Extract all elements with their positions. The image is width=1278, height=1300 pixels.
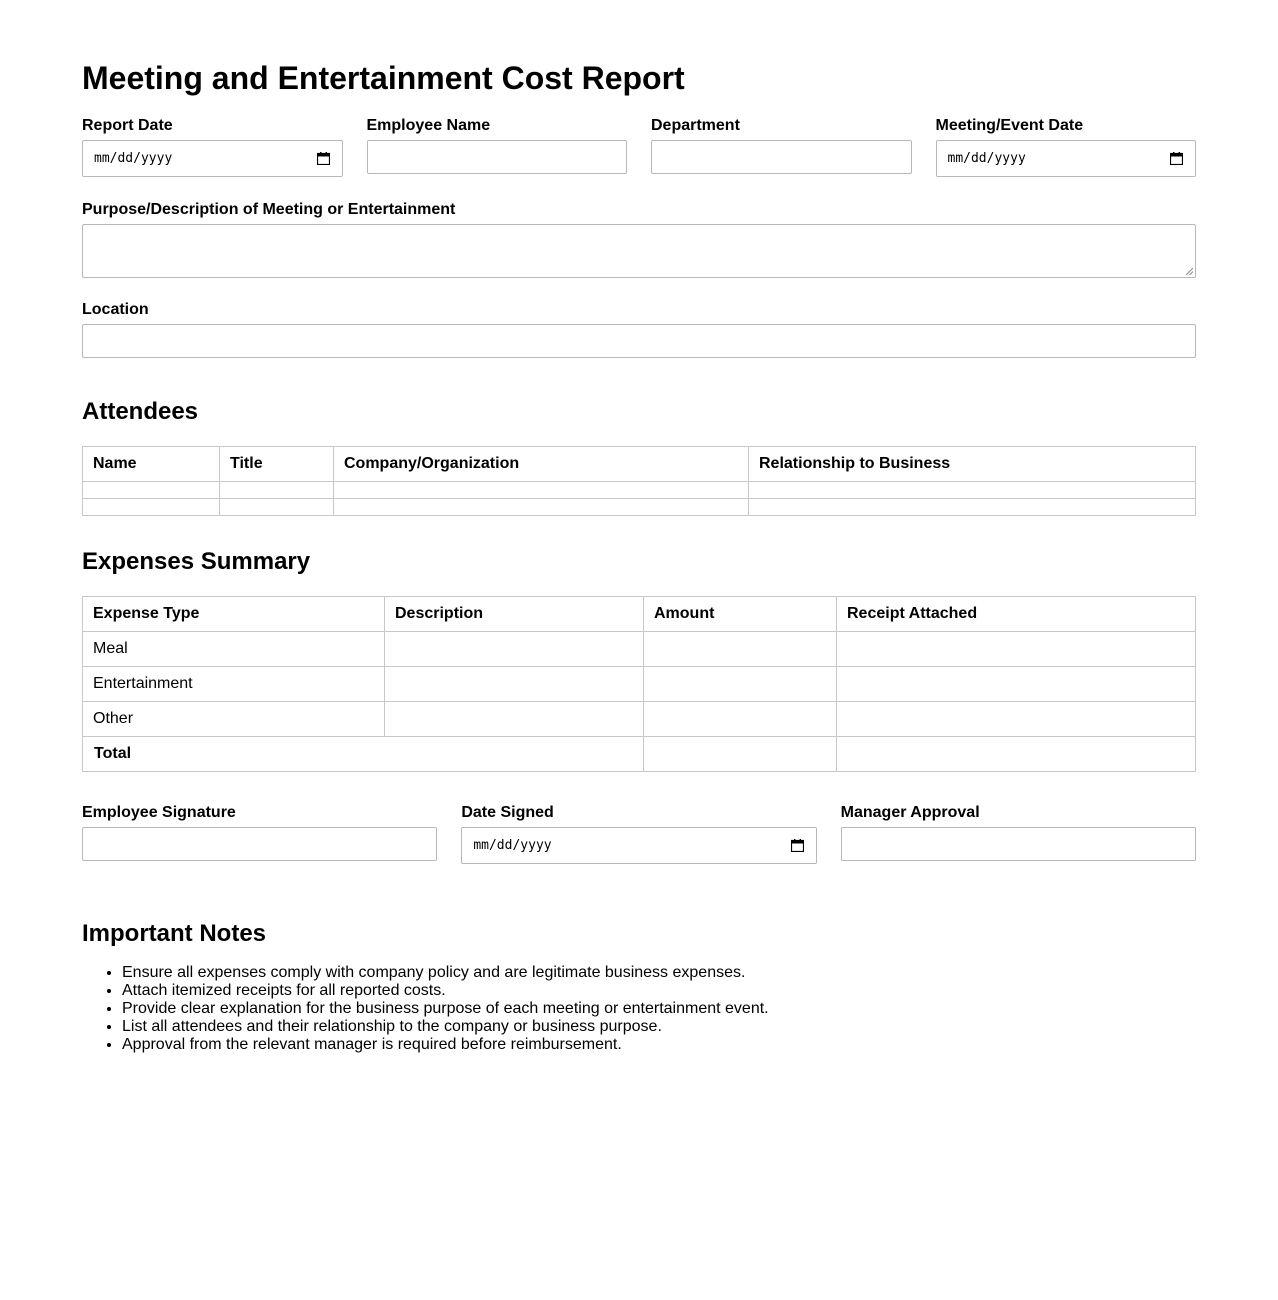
expense-amount-cell[interactable] xyxy=(644,667,837,702)
event-date-placeholder: mm/dd/yyyy xyxy=(947,151,1026,166)
signoff-row xyxy=(82,804,1196,864)
employee-name-input[interactable] xyxy=(367,140,628,174)
report-date-field xyxy=(82,117,343,177)
attendees-section xyxy=(82,398,1196,516)
list-item: • Attach itemized receipts for all reported costs. xyxy=(122,982,1196,1000)
purpose-field xyxy=(82,201,1196,278)
table-row xyxy=(83,632,1196,667)
manager-approval-label: Manager Approval xyxy=(840,804,980,821)
employee-signature-input[interactable] xyxy=(82,827,437,861)
expense-description-cell[interactable] xyxy=(385,632,644,667)
calendar-icon[interactable] xyxy=(791,839,804,852)
date-signed-input[interactable] xyxy=(461,827,816,864)
calendar-icon[interactable] xyxy=(1170,152,1183,165)
expense-receipt-cell[interactable] xyxy=(837,632,1196,667)
attendee-title-cell[interactable] xyxy=(220,482,334,499)
expenses-header-row xyxy=(83,597,1196,632)
date-signed-field xyxy=(461,804,816,864)
expense-amount-cell[interactable] xyxy=(644,632,837,667)
expense-type-entertainment: Entertainment xyxy=(83,667,385,702)
attendee-company-cell[interactable] xyxy=(334,482,749,499)
list-item: • List all attendees and their relationship to the company or business purpose. xyxy=(122,1018,1196,1036)
expense-type-meal: Meal xyxy=(83,632,385,667)
attendee-name-cell[interactable] xyxy=(83,482,220,499)
list-item: • Approval from the relevant manager is required before reimbursement. xyxy=(122,1036,1196,1054)
attendees-table xyxy=(82,446,1196,516)
total-row xyxy=(83,737,1196,772)
expense-receipt-cell[interactable] xyxy=(837,702,1196,737)
date-signed-placeholder: mm/dd/yyyy xyxy=(473,838,552,853)
attendee-name-cell[interactable] xyxy=(83,499,220,516)
attendees-header-row xyxy=(83,447,1196,482)
report-date-input[interactable] xyxy=(82,140,343,177)
attendees-heading: Attendees xyxy=(82,398,199,425)
employee-name-label: Employee Name xyxy=(366,117,491,134)
expenses-col-receipt: Receipt Attached xyxy=(837,597,1196,632)
expenses-col-description: Description xyxy=(385,597,644,632)
expenses-col-type: Expense Type xyxy=(83,597,385,632)
employee-signature-field xyxy=(82,804,437,864)
attendees-col-company: Company/Organization xyxy=(334,447,749,482)
attendee-company-cell[interactable] xyxy=(334,499,749,516)
purpose-textarea[interactable] xyxy=(82,224,1196,278)
report-date-label: Report Date xyxy=(82,117,173,134)
header-fields-row xyxy=(82,117,1196,177)
attendees-col-name: Name xyxy=(83,447,220,482)
report-form xyxy=(82,0,1196,1054)
event-date-field xyxy=(936,117,1197,177)
department-input[interactable] xyxy=(651,140,912,174)
event-date-input[interactable] xyxy=(936,140,1197,177)
calendar-icon[interactable] xyxy=(317,152,330,165)
attendees-col-title: Title xyxy=(220,447,334,482)
table-row xyxy=(83,667,1196,702)
attendee-relationship-cell[interactable] xyxy=(749,482,1196,499)
expenses-table xyxy=(82,596,1196,772)
list-item: • Provide clear explanation for the business purpose of each meeting or entertainment event. xyxy=(122,1000,1196,1018)
event-date-label: Meeting/Event Date xyxy=(935,117,1084,134)
expense-description-cell[interactable] xyxy=(385,667,644,702)
resize-handle-icon[interactable] xyxy=(1186,268,1193,275)
page-title: Meeting and Entertainment Cost Report xyxy=(82,60,685,96)
department-label: Department xyxy=(651,117,740,134)
list-item: • Ensure all expenses comply with company policy and are legitimate business expenses. xyxy=(122,964,1196,982)
location-field xyxy=(82,301,1196,358)
expenses-section xyxy=(82,548,1196,772)
employee-name-field xyxy=(367,117,628,177)
notes-section xyxy=(82,920,1196,1054)
department-field xyxy=(651,117,912,177)
expense-receipt-cell[interactable] xyxy=(837,667,1196,702)
location-input[interactable] xyxy=(82,324,1196,358)
expense-description-cell[interactable] xyxy=(385,702,644,737)
total-receipt-cell[interactable] xyxy=(837,737,1196,772)
purpose-label: Purpose/Description of Meeting or Entertainment xyxy=(82,201,456,218)
table-row xyxy=(83,499,1196,516)
expenses-col-amount: Amount xyxy=(644,597,837,632)
manager-approval-input[interactable] xyxy=(841,827,1196,861)
table-row xyxy=(83,482,1196,499)
employee-signature-label: Employee Signature xyxy=(82,804,236,821)
report-date-placeholder: mm/dd/yyyy xyxy=(94,151,173,166)
table-row xyxy=(83,702,1196,737)
attendees-col-relationship: Relationship to Business xyxy=(749,447,1196,482)
total-label: Total xyxy=(83,737,644,772)
notes-heading: Important Notes xyxy=(82,920,267,947)
location-label: Location xyxy=(82,301,149,318)
notes-list xyxy=(82,964,1196,1054)
attendee-title-cell[interactable] xyxy=(220,499,334,516)
date-signed-label: Date Signed xyxy=(461,804,554,821)
expenses-heading: Expenses Summary xyxy=(82,548,311,575)
total-amount-cell[interactable] xyxy=(644,737,837,772)
manager-approval-field xyxy=(841,804,1196,864)
attendee-relationship-cell[interactable] xyxy=(749,499,1196,516)
expense-amount-cell[interactable] xyxy=(644,702,837,737)
expense-type-other: Other xyxy=(83,702,385,737)
